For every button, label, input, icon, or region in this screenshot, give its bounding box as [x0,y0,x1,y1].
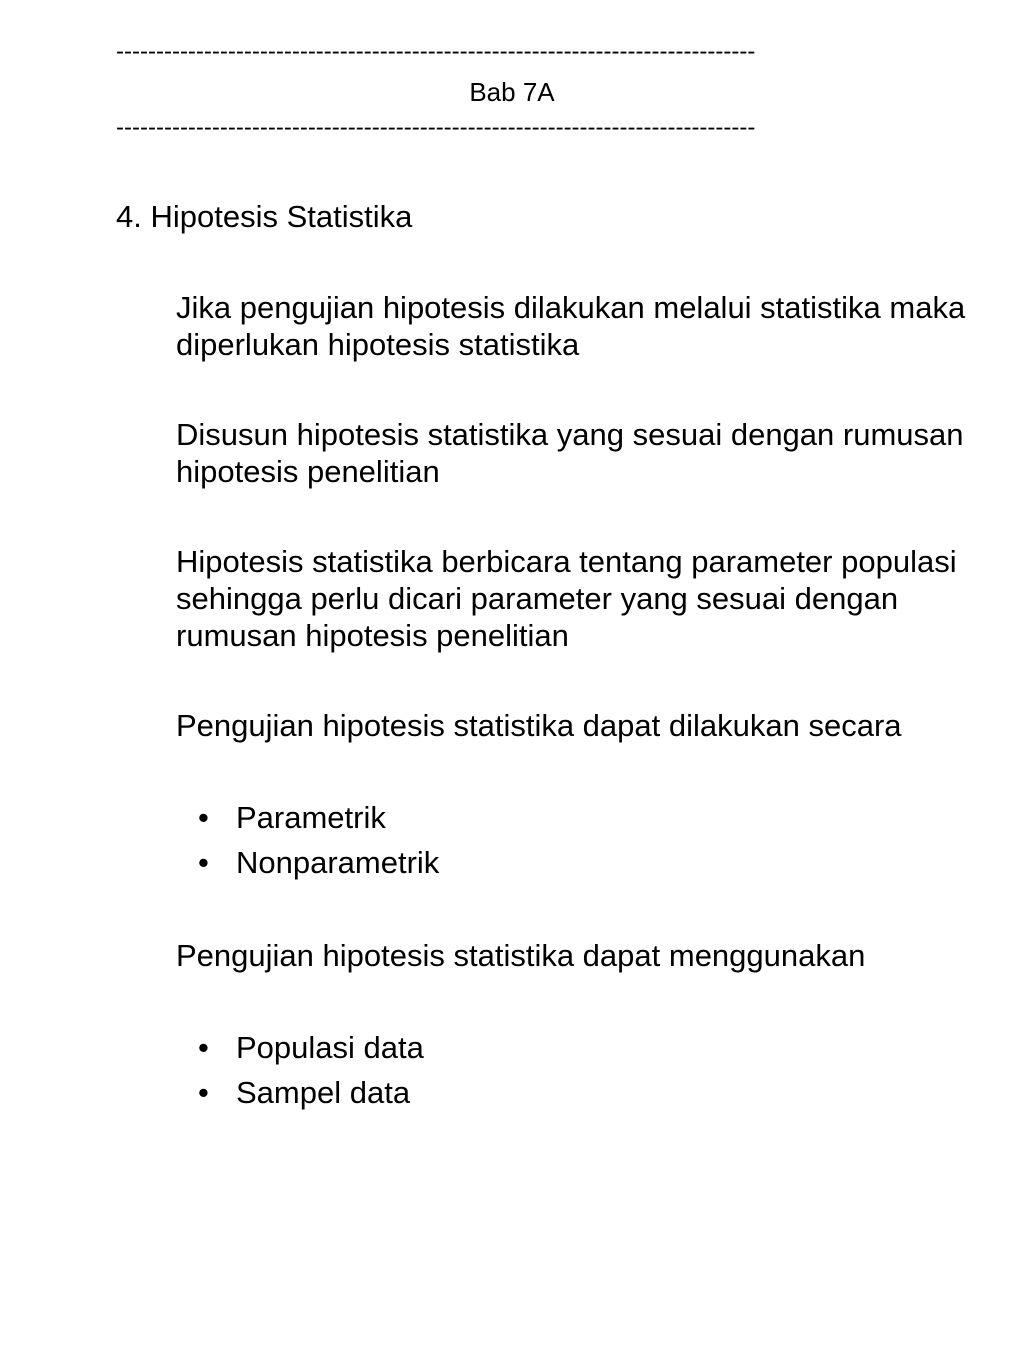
paragraph-population-parameter: Hipotesis statistika berbicara tentang parameter populasi sehingga perlu dicari parameter yang sesuai dengan rumusan hipotesis penelitian [176,544,957,653]
methods-list [176,795,976,885]
paragraph-data-sources: Pengujian hipotesis statistika dapat menggunakan [176,938,866,973]
bullet-icon: • [198,1075,209,1110]
header-divider-top: -------------------------------------------------------------------------------- [116,38,756,65]
bullet-icon: • [198,1030,209,1065]
list-item-label: Sampel data [236,1075,411,1110]
paragraph-hypothesis-formulation: Disusun hipotesis statistika yang sesuai dengan rumusan hipotesis penelitian [176,417,964,489]
bullet-icon: • [198,800,209,835]
data-sources-list [176,1025,976,1115]
section-heading: 4. Hipotesis Statistika [116,199,413,234]
list-item [176,795,976,840]
bullet-icon: • [198,845,209,880]
list-item [176,840,976,885]
header-divider-bottom: -------------------------------------------------------------------------------- [116,114,756,141]
paragraph-statistical-testing: Jika pengujian hipotesis dilakukan melalui statistika maka diperlukan hipotesis statistika [176,290,966,362]
list-item-label: Parametrik [236,800,386,835]
list-item-label: Nonparametrik [236,845,440,880]
list-item [176,1070,976,1115]
paragraph-testing-methods: Pengujian hipotesis statistika dapat dilakukan secara [176,708,902,743]
list-item [176,1025,976,1070]
chapter-title: Bab 7A [469,77,555,107]
list-item-label: Populasi data [236,1030,424,1065]
section-body [176,289,976,1167]
